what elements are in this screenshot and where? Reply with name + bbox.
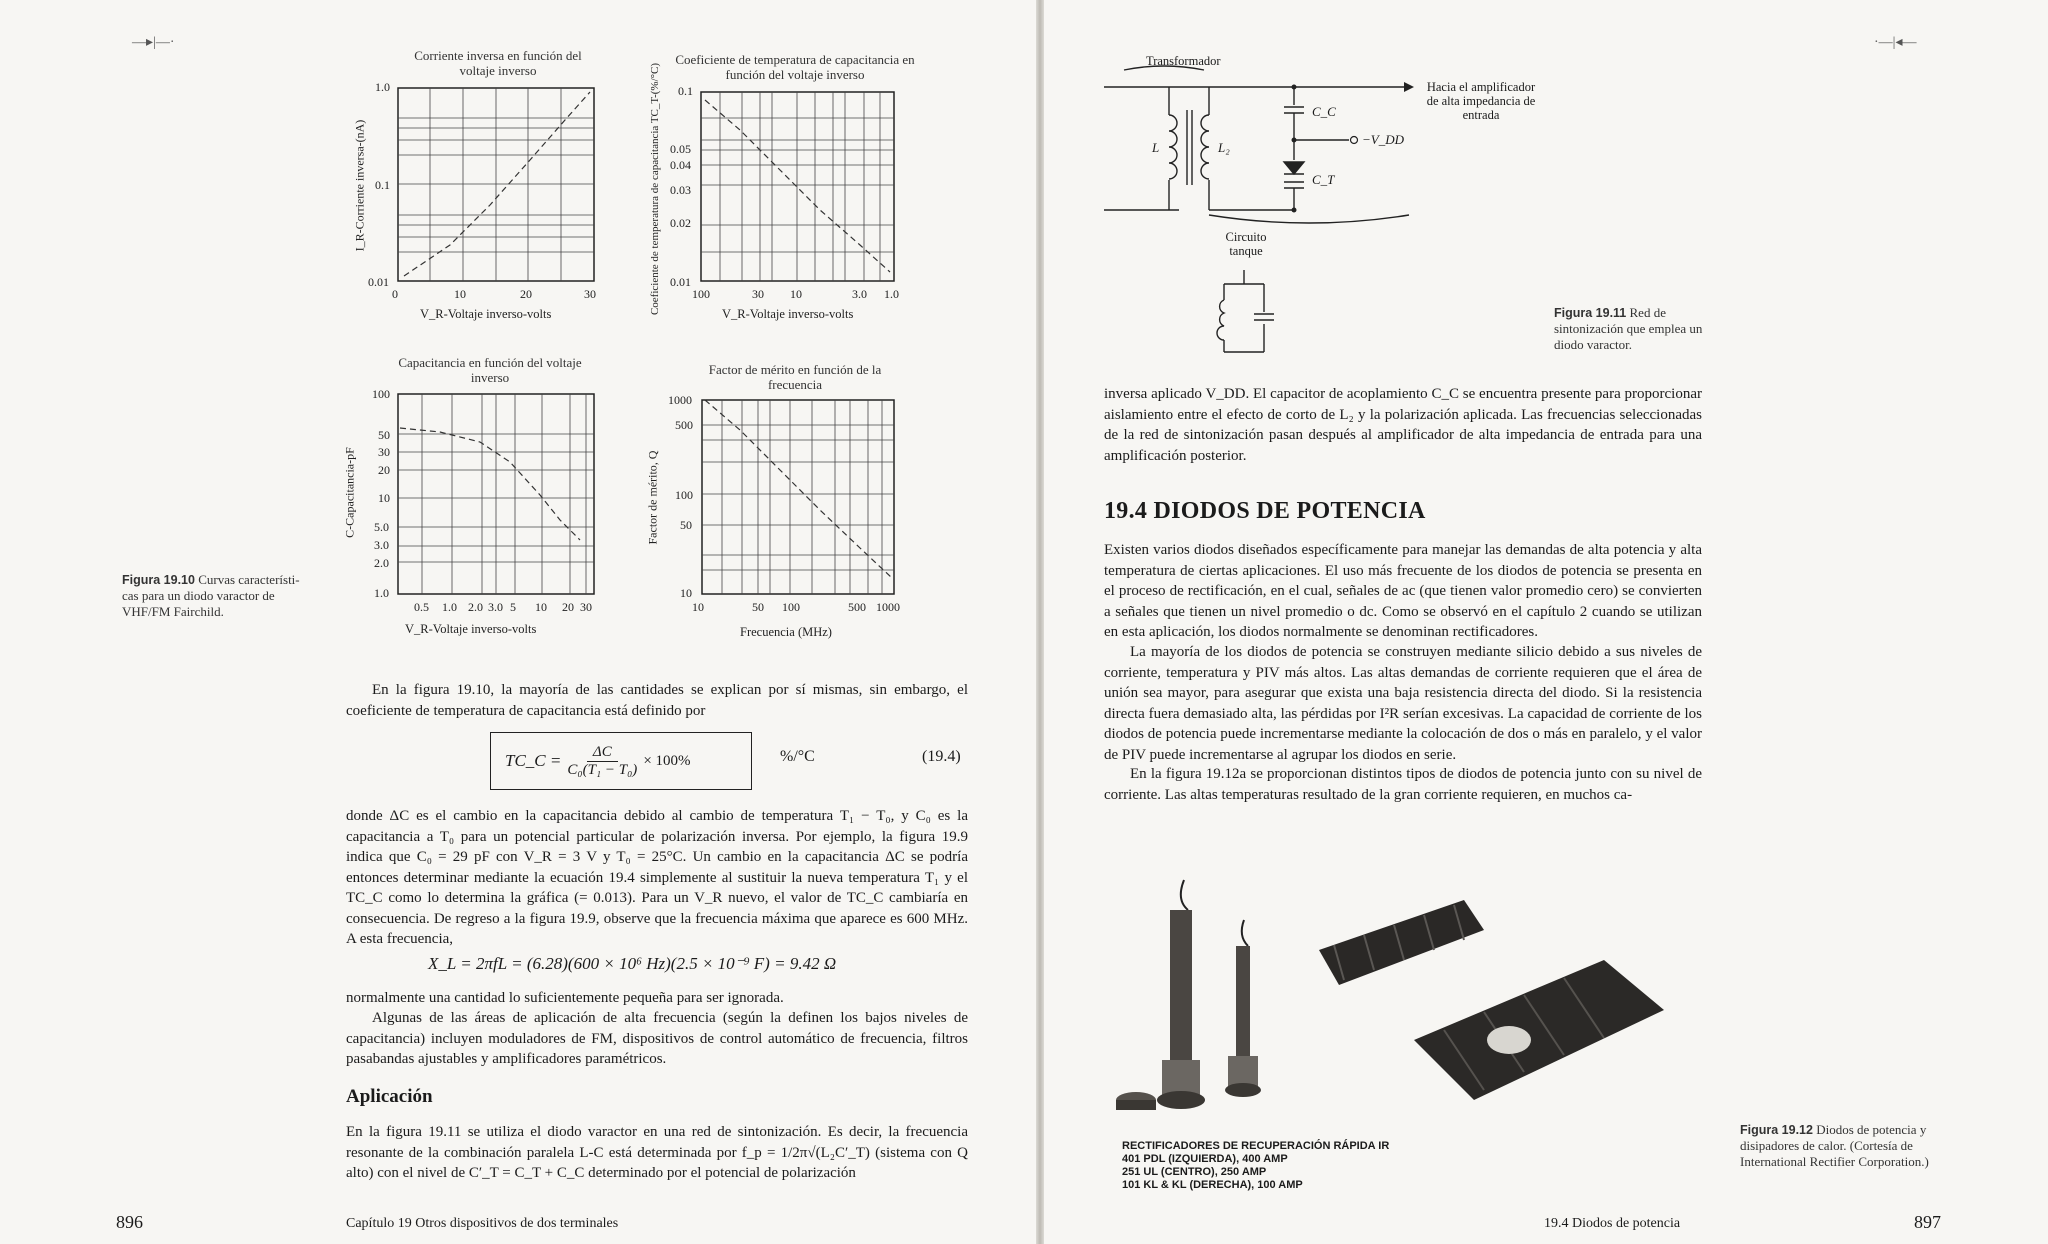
chart4-xtick: 50 (752, 600, 764, 614)
chart3-xtick: 20 (562, 600, 574, 614)
chart3-ylabel: C-Capacitancia-pF (342, 447, 357, 538)
chart2-xtick: 1.0 (884, 287, 899, 301)
chart2-xtick: 100 (692, 287, 710, 301)
chart2-ytick: 0.1 (678, 84, 693, 98)
figure-text: Diodos de potencia y disipadores de calor. (Cortesía de International Rectifier Corporation.) (1740, 1122, 1929, 1169)
circuit-tank-label: Circuito tanque (1225, 230, 1267, 258)
chart4-ytick: 1000 (668, 393, 692, 407)
circuit-output-label: Hacia el amplificador de alta impedancia de entrada (1426, 80, 1536, 122)
paragraph: En la figura 19.12a se proporcionan distintos tipos de diodos de potencia junto con su nivel de corriente. Las altas temperaturas resultado de la gran corriente requieren, en muchos ca- (1104, 766, 1702, 803)
chart2-ytick: 0.01 (670, 275, 691, 289)
chart3-xtick: 3.0 (488, 600, 503, 614)
book-gutter (1036, 0, 1044, 1244)
chart4-ytick: 50 (680, 518, 692, 532)
chart1-xtick: 10 (454, 287, 466, 301)
chart3-xtick: 2.0 (468, 600, 483, 614)
chart3-xtick: 30 (580, 600, 592, 614)
chart2-ytick: 0.02 (670, 216, 691, 230)
chart4-xtick: 100 (782, 600, 800, 614)
paragraph: En la figura 19.11 se utiliza el diodo varactor en una red de sintonización. Es decir, la frecuencia resonante de la combinación paralela L-C está determinada por f_p = 1/2π√(L₂C′_T) (sistema con Q alto) con el nivel de C′_T = C_T + C_C determinado por el potencial de polarización (346, 1124, 968, 1181)
chart3-ytick: 20 (378, 463, 390, 477)
subheading-aplicacion: Aplicación (346, 1086, 433, 1107)
photo-caption-line: 251 UL (CENTRO), 250 AMP (1122, 1166, 1267, 1178)
running-head: 19.4 Diodos de potencia (1544, 1216, 1681, 1231)
chart2-xtick: 10 (790, 287, 802, 301)
figure-label: Figura 19.10 (122, 573, 195, 587)
chart3-xtick: 10 (535, 600, 547, 614)
paragraph: En la figura 19.10, la mayoría de las cantidades se explican por sí mismas, sin embargo, el coeficiente de temperatura de capacitancia está definido por (346, 682, 968, 719)
figure-19-10-caption (122, 572, 307, 620)
figure-label: Figura 19.12 (1740, 1123, 1813, 1137)
chart2-ylabel: Coeficiente de temperatura de capacitancia TC_T-(%/°C) (649, 62, 661, 316)
figure-label: Figura 19.11 (1554, 306, 1627, 320)
chart1-xtick: 0 (392, 287, 398, 301)
chart3-ytick: 2.0 (374, 556, 389, 570)
paragraph: normalmente una cantidad lo suficientemente pequeña para ser ignorada. (346, 990, 784, 1006)
running-head: Capítulo 19 Otros dispositivos de dos terminales (346, 1216, 619, 1231)
photo-caption-line: 101 KL & KL (DERECHA), 100 AMP (1122, 1179, 1303, 1191)
page-marker-right: ·—|◂— (1874, 35, 1917, 50)
equation-19-4 (490, 732, 990, 792)
right-page (1044, 0, 2048, 1244)
chart2-ytick: 0.04 (670, 158, 691, 172)
photo-caption-line: 401 PDL (IZQUIERDA), 400 AMP (1122, 1153, 1288, 1165)
chart3-ytick: 50 (378, 428, 390, 442)
page-number: 896 (116, 1212, 143, 1232)
page-marker-left: —▸|—· (132, 35, 175, 50)
chart4-ylabel: Factor de mérito, Q (645, 450, 660, 545)
circuit-l2-label: L₂ (1218, 140, 1230, 155)
chart-merit (0, 0, 1, 1)
chart3-ytick: 10 (378, 491, 390, 505)
chart3-xtick: 0.5 (414, 600, 429, 614)
chart1-ytick: 0.01 (368, 275, 389, 289)
equation-factor: × 100% (643, 752, 691, 769)
page-number: 897 (1914, 1212, 1941, 1232)
chart3-xtick: 5 (510, 600, 516, 614)
equation-box (490, 732, 752, 790)
circuit-l-label: L (1152, 140, 1160, 155)
chart4-ytick: 10 (680, 586, 692, 600)
chart2-xtick: 30 (752, 287, 764, 301)
chart3-xlabel: V_R-Voltaje inverso-volts (405, 622, 537, 636)
chart1-xtick: 20 (520, 287, 532, 301)
photo-caption (1122, 1140, 1422, 1192)
power-diodes-photo (1044, 0, 1045, 1)
chart3-ytick: 5.0 (374, 520, 389, 534)
chart2-xlabel: V_R-Voltaje inverso-volts (722, 307, 854, 321)
chart3-ytick: 100 (372, 387, 390, 401)
chart2-ytick: 0.03 (670, 183, 691, 197)
figure-19-11-caption (1554, 305, 1714, 353)
figure-text: Red de sintonización que emplea un diodo varactor. (1554, 305, 1703, 352)
figure-text: Curvas característi-cas para un diodo varactor de VHF/FM Fairchild. (122, 572, 300, 619)
chart4-xtick: 10 (692, 600, 704, 614)
photo-caption-line: RECTIFICADORES DE RECUPERACIÓN RÁPIDA IR (1122, 1140, 1390, 1152)
circuit-cc-label: C_C (1312, 104, 1336, 119)
chart1-ytick: 1.0 (375, 80, 390, 94)
chart3-ytick: 1.0 (374, 586, 389, 600)
section-title: 19.4 DIODOS DE POTENCIA (1104, 498, 1426, 524)
chart1-xlabel: V_R-Voltaje inverso-volts (420, 307, 552, 321)
chart3-title: Capacitancia en función del voltaje inverso (398, 355, 582, 385)
chart2-ytick: 0.05 (670, 142, 691, 156)
chart4-title: Factor de mérito en función de la frecuencia (708, 362, 882, 392)
paragraph: Algunas de las áreas de aplicación de alta frecuencia (según la definen los bajos niveles de capacitancia) incluyen moduladores de FM, dispositivos de control automático de frecuencia, filtros pasabandas ajustables y amplificadores paramétricos. (346, 1010, 968, 1067)
equation-number: (19.4) (922, 748, 961, 765)
chart4-xtick: 1000 (876, 600, 900, 614)
chart3-ytick: 30 (378, 445, 390, 459)
paragraph: Existen varios diodos diseñados específicamente para manejar las demandas de alta potencia y alta temperatura de ciertas aplicaciones. El uso más frecuente de los diodos de potencia se presenta en el proceso de rectificación, en el cual, señales de ac (que tienen valor promedio cero) se convierten a señales que tienen un nivel promedio o dc. Como se observó en el capítulo 2 cuando se utilizan en esta aplicación, los diodos normalmente se denominan rectificadores. (1104, 542, 1702, 640)
chart2-xtick: 3.0 (852, 287, 867, 301)
equation-xl: X_L = 2πfL = (6.28)(600 × 10⁶ Hz)(2.5 × 10⁻⁹ F) = 9.42 Ω (428, 954, 837, 973)
circuit-ct-label: C_T (1312, 172, 1335, 187)
equation-denominator: C₀(T₁ − T₀) (567, 761, 638, 778)
chart4-xlabel: Frecuencia (MHz) (740, 625, 832, 639)
circuit-vdd-label: −V_DD (1362, 132, 1404, 147)
chart1-ytick: 0.1 (375, 178, 390, 192)
equation-fraction (567, 744, 637, 779)
circuit-transformer-label: Transformador (1146, 54, 1221, 68)
equation-unit: %/°C (780, 748, 815, 765)
chart3-xtick: 1.0 (442, 600, 457, 614)
figure-19-12-caption (1740, 1122, 1940, 1170)
chart1-xtick: 30 (584, 287, 596, 301)
chart3-ytick: 3.0 (374, 538, 389, 552)
paragraph: donde ΔC es el cambio en la capacitancia debido al cambio de temperatura T₁ − T₀, y C₀ es la capacitancia a T₀ para un potencial particular de polarización inversa. Por ejemplo, la figura 19.9 indica que C₀ = 29 pF con V_R = 3 V y T₀ = 25°C. Un cambio en la capacitancia ΔC se podría entonces determinar mediante la ecuación 19.4 simplemente al sustituir la nueva temperatura T₁ y el TC_C como lo determina la gráfica (= 0.013). Para un V_R nuevo, el valor de TC_C cambiaría en consecuencia. De regreso a la figura 19.9, observe que la frecuencia máxima que aparece es 600 MHz. A esta frecuencia, (346, 808, 968, 947)
chart2-title: Coeficiente de temperatura de capacitancia en función del voltaje inverso (675, 52, 915, 82)
chart4-ytick: 500 (675, 418, 693, 432)
equation-lhs: TC_C = (505, 751, 562, 770)
chart1-ylabel: I_R-Corriente inversa-(nA) (352, 119, 367, 252)
chart4-ytick: 100 (675, 488, 693, 502)
chart1-title: Corriente inversa en función del voltaje inverso (414, 48, 582, 78)
paragraph: La mayoría de los diodos de potencia se construyen mediante silicio debido a sus niveles de corriente, temperatura y PIV más altos. Las altas demandas de corriente requieren que el área de unión sea mayor, para asegurar que exista una baja resistencia directa del diodo. Si la resistencia directa fuera demasiado alta, las pérdidas por I²R serían excesivas. La capacidad de corriente de los diodos de potencia puede incrementarse mediante la colocación de dos o más en paralelo, y el valor de PIV puede incrementarse al agrupar los diodos en serie. (1104, 644, 1702, 763)
chart4-xtick: 500 (848, 600, 866, 614)
equation-numerator: ΔC (587, 744, 618, 762)
paragraph: inversa aplicado V_DD. El capacitor de acoplamiento C_C se encuentra presente para proporcionar aislamiento entre el efecto de corto de L₂ y la polarización aplicada. Las frecuencias seleccionadas de la red de sintonización pasan después al amplificador de alta impedancia de entrada para una amplificación posterior. (1104, 386, 1702, 464)
